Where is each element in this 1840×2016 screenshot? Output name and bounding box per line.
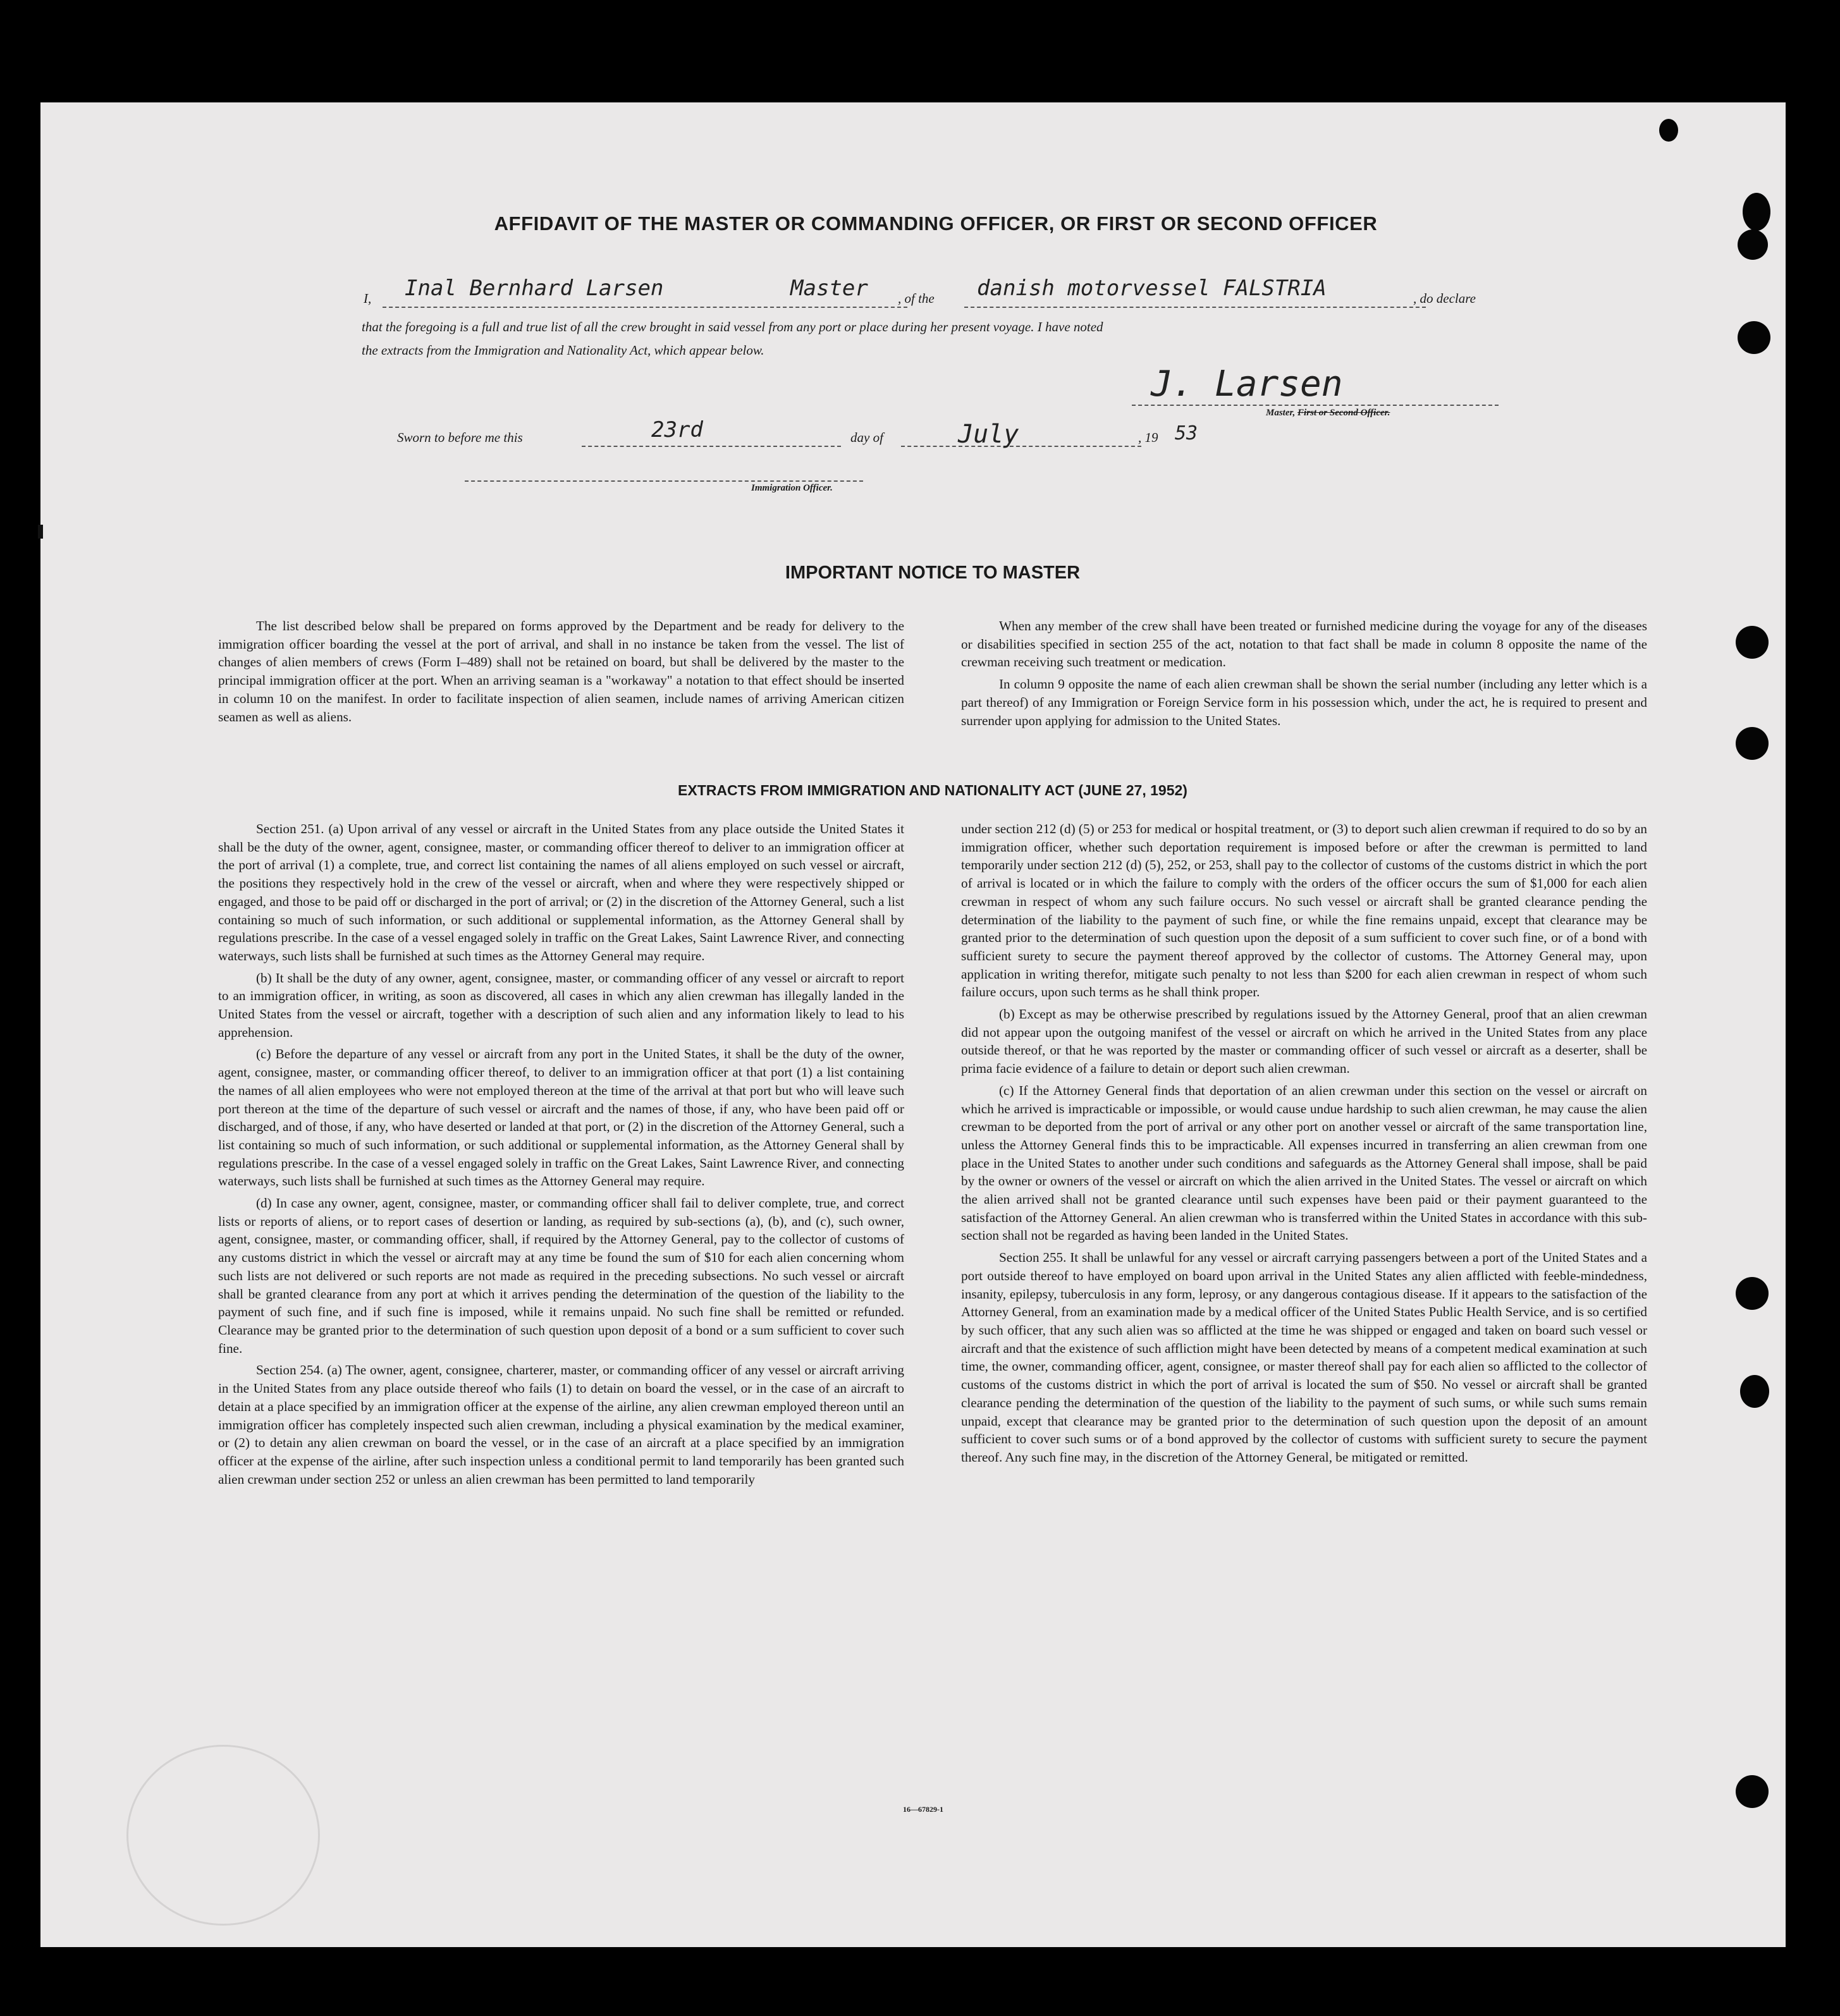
edge-mark <box>38 525 43 539</box>
punch-hole <box>1736 1277 1769 1310</box>
section-paragraph: (d) In case any owner, agent, consignee, master, or commanding officer shall fail to deliver complete, true, and correct lists or reports of aliens, or to report cases of desertion or landing, as required by sub-sections (a), (b), and (c), such owner, agent, consignee, master, or commanding officer, shall, if required by the Attorney General, pay to the collector of customs of any customs district in which the vessel or aircraft may at any time be found the sum of $10 for each alien concerning whom such lists are not delivered or such reports are not made as required in the preceding subsections. No such vessel or aircraft shall be granted clearance from any port at which it arrives pending the determination of the question of the liability to the payment of such fine, and if such fine is imposed, while it remains unpaid. No such fine shall be remitted or refunded. Clearance may be granted prior to the determination of such question upon deposit of a bond or a sum sufficient to cover such fine. <box>218 1195 904 1356</box>
struck-officer-label: First or Second Officer. <box>1297 408 1390 418</box>
punch-hole <box>1743 193 1770 231</box>
extracts-left-column <box>218 820 904 1492</box>
master-name-handwritten: Inal Bernhard Larsen <box>405 276 664 301</box>
day-blank <box>582 446 841 447</box>
punch-hole <box>1736 1775 1769 1808</box>
vessel-handwritten: danish motorvessel FALSTRIA <box>977 276 1327 301</box>
punch-hole <box>1736 727 1769 760</box>
extracts-right-column <box>961 820 1647 1470</box>
notice-paragraph: In column 9 opposite the name of each alien crewman shall be shown the serial number (including any letter which is a part thereof) of any Immigration or Foreign Service form in his possession which, under the act, he is required to present and surrender upon applying for admission to the United States. <box>961 676 1647 728</box>
rank-handwritten: Master <box>790 276 868 301</box>
section-paragraph: Section 254. (a) The owner, agent, consignee, charterer, master, or commanding officer of any vessel or aircraft arriving in the United States from any place outside thereof who fails (1) to detain on board the vessel, or in the case of an aircraft to detain at a place specified by an immigration officer at the expense of the airline, any alien crewman employed thereon until an immigration officer has completely inspected such alien crewman, including a physical examination by the medical examiner, or (2) to detain any alien crewman on board the vessel, or in the case of an aircraft at a place specified by an immigration officer at the expense of the airline, after such inspection unless a conditional permit to land temporarily has been granted such alien crewman under section 252 or unless an alien crewman has been permitted to land temporarily <box>218 1362 904 1487</box>
officer-label: Immigration Officer. <box>751 483 833 493</box>
affidavit-line-2: that the foregoing is a full and true list of all the crew brought in said vessel from any port or place during her present voyage. I have noted <box>362 319 1103 334</box>
notice-paragraph: The list described below shall be prepared on forms approved by the Department and be ready for delivery to the immigration officer boarding the vessel at the port of arrival, and shall in no instance be taken from the vessel. The list of changes of alien members of crews (Form I–489) shall not be retained on board, but shall be delivered by the master to the principal immigration officer at the port. When an arriving seaman is a "workaway" a notation to that effect should be inserted in column 10 on the manifest. In order to facilitate inspection of alien seamen, include names of arriving American citizen seamen as well as aliens. <box>218 618 904 724</box>
punch-hole <box>1740 1375 1769 1408</box>
affidavit-prefix: I, <box>364 291 372 306</box>
affidavit-title: AFFIDAVIT OF THE MASTER OR COMMANDING OFFICER, OR FIRST OR SECOND OFFICER <box>494 212 1378 235</box>
month-blank <box>901 446 1141 447</box>
year-prefix: , 19 <box>1138 430 1158 445</box>
day-handwritten: 23rd <box>651 417 703 443</box>
notice-paragraph: When any member of the crew shall have been treated or furnished medicine during the voyage for any of the diseases or disabilities specified in section 255 of the act, notation to that fact shall be made in column 8 opposite the name of the crewman receiving such treatment or medication. <box>961 618 1647 670</box>
section-paragraph: Section 251. (a) Upon arrival of any vessel or aircraft in the United States from any place outside the United States it shall be the duty of the owner, agent, consignee, master, or commanding officer thereof to deliver to an immigration officer at the port of arrival (1) a complete, true, and correct list containing the names of all aliens employed on such vessel or aircraft, the positions they respectively hold in the crew of the vessel or aircraft, when and where they were respectively shipped or engaged, and those to be paid off or discharged in the port of arrival; or (2) in the discretion of the Attorney General, such a list containing so much of such information, or such additional or supplemental information, as the Attorney General shall by regulations prescribe. In the case of a vessel engaged solely in traffic on the Great Lakes, Saint Lawrence River, and connecting waterways, such lists shall be furnished at such times as the Attorney General may require. <box>218 821 904 963</box>
section-paragraph: Section 255. It shall be unlawful for any vessel or aircraft carrying passengers between a port of the United States and a port outside thereof to have employed on board upon arrival in the United States any alien afflicted with feeble-mindedness, insanity, epilepsy, tuberculosis in any form, leprosy, or any dangerous contagious disease. If it appears to the satisfaction of the Attorney General, from an examination made by a medical officer of the United States Public Health Service, and is so certified by such officer, that any such alien was so afflicted at the time he was shipped or engaged and taken on board such vessel or aircraft and that the existence of such affliction might have been detected by means of a competent medical examination at such time, the owner, commanding officer, agent, consignee, or master thereof shall pay for each alien so afflicted to the collector of customs of the customs district in which the port of arrival is located the sum of $50. No vessel or aircraft shall be granted clearance pending the determination of the question of the liability to the payment of such sums, or while such sums remain unpaid, except that clearance may be granted prior to the determination of such question upon the deposit of an amount sufficient to cover such sums or of a bond approved by the collector of customs with sufficient surety to secure the payment thereof. Any such fine may, in the discretion of the Attorney General, be mitigated or remitted. <box>961 1250 1647 1465</box>
notice-right-column <box>961 617 1647 733</box>
month-handwritten: July <box>958 420 1019 449</box>
form-number: 16—67829-1 <box>903 1805 943 1814</box>
section-paragraph: under section 212 (d) (5) or 253 for medical or hospital treatment, or (3) to deport such alien crewman if required to do so by an immigration officer, whether such deportation requirement is imposed before or after the crewman is permitted to land temporarily under section 212 (d) (5), 252, or 253, shall pay to the collector of customs of the customs district in which the port of arrival is located or in which the failure to comply with the orders of the officer occurs the sum of $1,000 for each alien crewman in respect of whom any such failure occurs. No such vessel or aircraft shall be granted clearance pending the determination of the liability to the payment of such fine, or while the fine remains unpaid, except that clearance may be granted prior to the determination of such question upon the deposit of a sum sufficient to cover such fine, or of a bond with sufficient surety to secure the payment thereof approved by the collector of customs. The Attorney General may, upon application in writing therefor, mitigate such penalty to not less than $200 for each alien crewman in respect of whom such failure occurs, upon such terms as he shall think proper. <box>961 821 1647 1000</box>
section-paragraph: (c) If the Attorney General finds that deportation of an alien crewman under this section on the vessel or aircraft on which he arrived is impracticable or impossible, or would cause undue hardship to such alien crewman, he may cause the alien crewman to be deported from the port of arrival or any other port on another vessel or aircraft of the same transportation line, unless the Attorney General finds this to be impracticable. All expenses incurred in transferring an alien crewman from one place in the United States to another under such conditions and safeguards as the Attorney General shall impose, shall be paid by the owner or owners of the vessel or aircraft on which the alien arrived in the United States. The vessel or aircraft on which the alien arrived shall not be granted clearance until such expenses have been paid or their payment guaranteed to the satisfaction of the Attorney General. An alien crewman who is transferred within the United States in accordance with this sub-section shall not be regarded as having been landed in the United States. <box>961 1082 1647 1243</box>
punch-hole <box>1659 119 1678 142</box>
signature-line <box>1132 405 1499 406</box>
punch-hole <box>1736 626 1769 659</box>
notice-left-column <box>218 617 904 730</box>
day-of-text: day of <box>850 430 883 445</box>
section-paragraph: (b) Except as may be otherwise prescribed by regulations issued by the Attorney General, proof that an alien crewman did not appear upon the outgoing manifest of the vessel or aircraft on which he arrived in the United States from any place outside thereof, or that he was reported by the master or commanding officer of such vessel or aircraft as a deserter, shall be prima facie evidence of a failure to detain or deport such alien crewman. <box>961 1006 1647 1077</box>
officer-signature-line <box>465 480 863 482</box>
punch-hole <box>1738 229 1768 260</box>
signature-handwritten: J. Larsen <box>1151 363 1343 405</box>
affidavit-line-3: the extracts from the Immigration and Nationality Act, which appear below. <box>362 343 764 358</box>
declare-text: , do declare <box>1413 291 1476 306</box>
section-paragraph: (c) Before the departure of any vessel or aircraft from any port in the United States, it shall be the duty of the owner, agent, consignee, master, or commanding officer thereof, to deliver to an immigration officer at that port (1) a list containing the names of all alien employees who were not employed thereon at the time of the arrival at that port but who will leave such port thereon at the time of the departure of such vessel or aircraft and the names of those, if any, who have been paid off or discharged, and of those, if any, who have deserted or landed at that port, or (2) in the discretion of the Attorney General, such a list containing so much of such information, or such additional or supplemental information, as the Attorney General shall by regulations prescribe. In the case of a vessel engaged solely in traffic on the Great Lakes, Saint Lawrence River, and connecting waterways, such lists shall be furnished at such times as the Attorney General may require. <box>218 1046 904 1189</box>
embossed-seal <box>126 1745 320 1926</box>
master-label: Master, <box>1266 408 1296 418</box>
vessel-blank <box>964 307 1426 308</box>
section-paragraph: (b) It shall be the duty of any owner, agent, consignee, master, or commanding officer of any vessel or aircraft to report to an immigration officer, in writing, as soon as discovered, all cases in which any alien crewman has illegally landed in the United States from the vessel or aircraft, together with a description of such alien and any information likely to lead to his apprehension. <box>218 970 904 1040</box>
of-the-text: , of the <box>898 291 935 306</box>
year-handwritten: 53 <box>1175 422 1198 444</box>
sworn-text: Sworn to before me this <box>397 430 523 445</box>
signature-label <box>1266 408 1390 418</box>
name-blank <box>383 307 907 308</box>
notice-title: IMPORTANT NOTICE TO MASTER <box>785 563 1081 583</box>
punch-hole <box>1738 321 1770 354</box>
extracts-title: EXTRACTS FROM IMMIGRATION AND NATIONALITY ACT (JUNE 27, 1952) <box>678 782 1187 798</box>
